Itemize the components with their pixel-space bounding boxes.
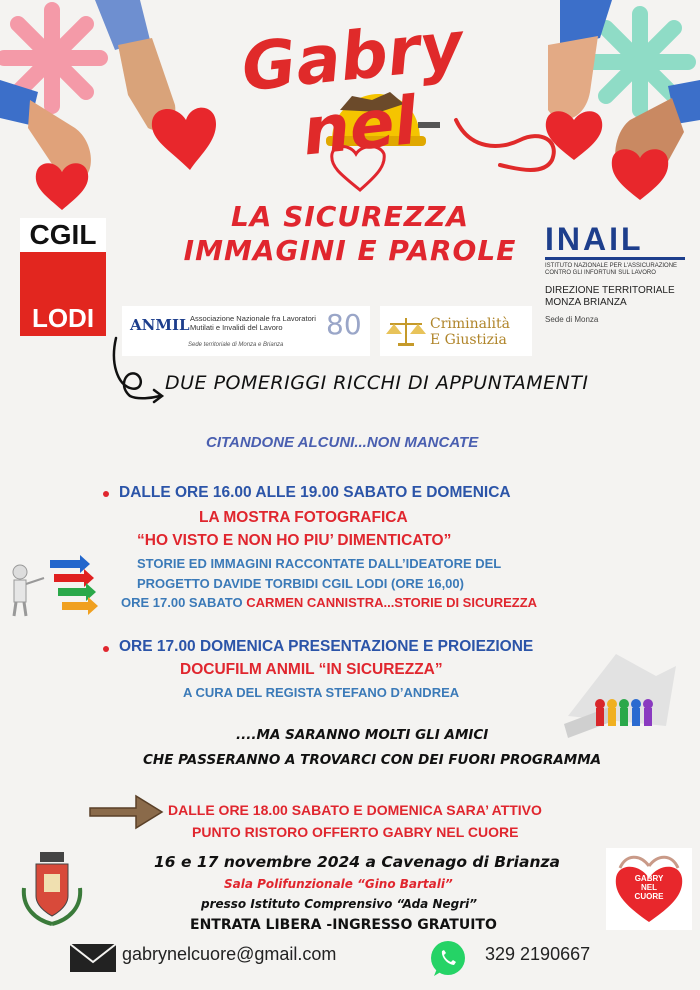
event1-saturday-time: ORE 17.00 SABATO [121, 595, 243, 610]
subtitle-line-1: LA SICUREZZA [230, 200, 470, 233]
inail-logo [545, 222, 685, 332]
event1-stories: STORIE ED IMMAGINI RACCONTATE DALL’IDEATORE DEL [137, 556, 502, 571]
email-icon [70, 942, 116, 974]
cgil-logo-text: CGIL [29, 219, 97, 250]
contact-email[interactable]: gabrynelcuore@gmail.com [122, 944, 337, 964]
inail-sede: Sede di Monza [545, 315, 599, 324]
cavenago-coat-of-arms-icon [14, 848, 90, 930]
event1-project: PROGETTO DAVIDE TORBIDI CGIL LODI (ORE 16,00) [137, 576, 464, 591]
inail-direction-1: DIREZIONE TERRITORIALE [545, 285, 675, 296]
venue-school: presso Istituto Comprensivo “Ada Negri” [201, 897, 477, 911]
inail-direction-2: MONZA BRIANZA [545, 297, 627, 308]
contact-phone[interactable]: 329 2190667 [485, 944, 591, 964]
wooden-arrow-icon [88, 790, 164, 834]
inail-desc-1: ISTITUTO NAZIONALE PER L'ASSICURAZIONE [545, 263, 678, 269]
inail-name: INAIL [545, 221, 644, 257]
ristoro-line-2: PUNTO RISTORO OFFERTO GABRY NEL CUORE [192, 824, 519, 840]
subtitle-line-2: IMMAGINI E PAROLE [183, 234, 517, 267]
anmil-badge: 80 [326, 308, 362, 341]
venue-date: 16 e 17 novembre 2024 a Cavenago di Brianza [154, 853, 560, 871]
anmil-line-2: Mutilati e Invalidi del Lavoro [190, 323, 283, 332]
event1-time: DALLE ORE 16.00 ALLE 19.00 SABATO E DOMENICA [119, 484, 511, 501]
lodi-logo-text: LODI [31, 303, 95, 333]
curly-arrow-icon [108, 334, 168, 404]
event1-exhibition-title: “HO VISTO E NON HO PIU’ DIMENTICATO” [137, 532, 452, 549]
venue-entry: ENTRATA LIBERA -INGRESSO GRATUITO [190, 917, 497, 933]
scales-icon [386, 316, 426, 348]
intro-citing: CITANDONE ALCUNI...NON MANCATE [206, 434, 479, 451]
event2-director: A CURA DEL REGISTA STEFANO D’ANDREA [183, 685, 460, 700]
bullet-event-2 [103, 646, 109, 652]
bullet-event-1 [103, 491, 109, 497]
cgil-lodi-logo [20, 218, 106, 336]
inail-desc-2: CONTRO GLI INFORTUNI SUL LAVORO [545, 270, 656, 276]
gabry-logo-line-3: CUORE [634, 892, 664, 901]
event-title: Gabry nel [238, 6, 467, 171]
gabry-logo-line-1: GABRY [634, 874, 664, 883]
cg-line-2: E Giustizia [430, 332, 507, 348]
anmil-short: ANMIL [130, 316, 190, 334]
venue-hall: Sala Polifunzionale “Gino Bartali” [224, 877, 453, 891]
cg-line-1: Criminalità [430, 316, 510, 332]
event1-exhibition: LA MOSTRA FOTOGRAFICA [199, 509, 408, 526]
gabry-logo-line-2: NEL [641, 883, 657, 892]
event1-saturday-speaker: CARMEN CANNISTRA...STORIE DI SICUREZZA [246, 595, 538, 610]
teamwork-arrow-icon [556, 646, 688, 746]
whatsapp-icon [428, 938, 468, 978]
event2-time: ORE 17.00 DOMENICA PRESENTAZIONE E PROIEZIONE [119, 638, 534, 655]
friends-line-1: ....MA SARANNO MOLTI GLI AMICI [236, 727, 489, 743]
anmil-line-1: Associazione Nazionale fra Lavoratori [190, 314, 316, 323]
gabry-nel-cuore-logo [606, 848, 692, 930]
criminalita-giustizia-logo [380, 306, 532, 356]
event2-film: DOCUFILM ANMIL “IN SICUREZZA” [180, 661, 443, 678]
friends-line-2: CHE PASSERANNO A TROVARCI CON DEI FUORI PROGRAMMA [143, 752, 602, 768]
intro-headline: DUE POMERIGGI RICCHI DI APPUNTAMENTI [165, 372, 589, 394]
heart-left-icon [152, 108, 216, 170]
presenter-arrows-icon [4, 552, 102, 622]
ristoro-line-1: DALLE ORE 18.00 SABATO E DOMENICA SARA’ ATTIVO [168, 802, 542, 818]
anmil-sede: Sede territoriale di Monza e Brianza [188, 342, 284, 348]
